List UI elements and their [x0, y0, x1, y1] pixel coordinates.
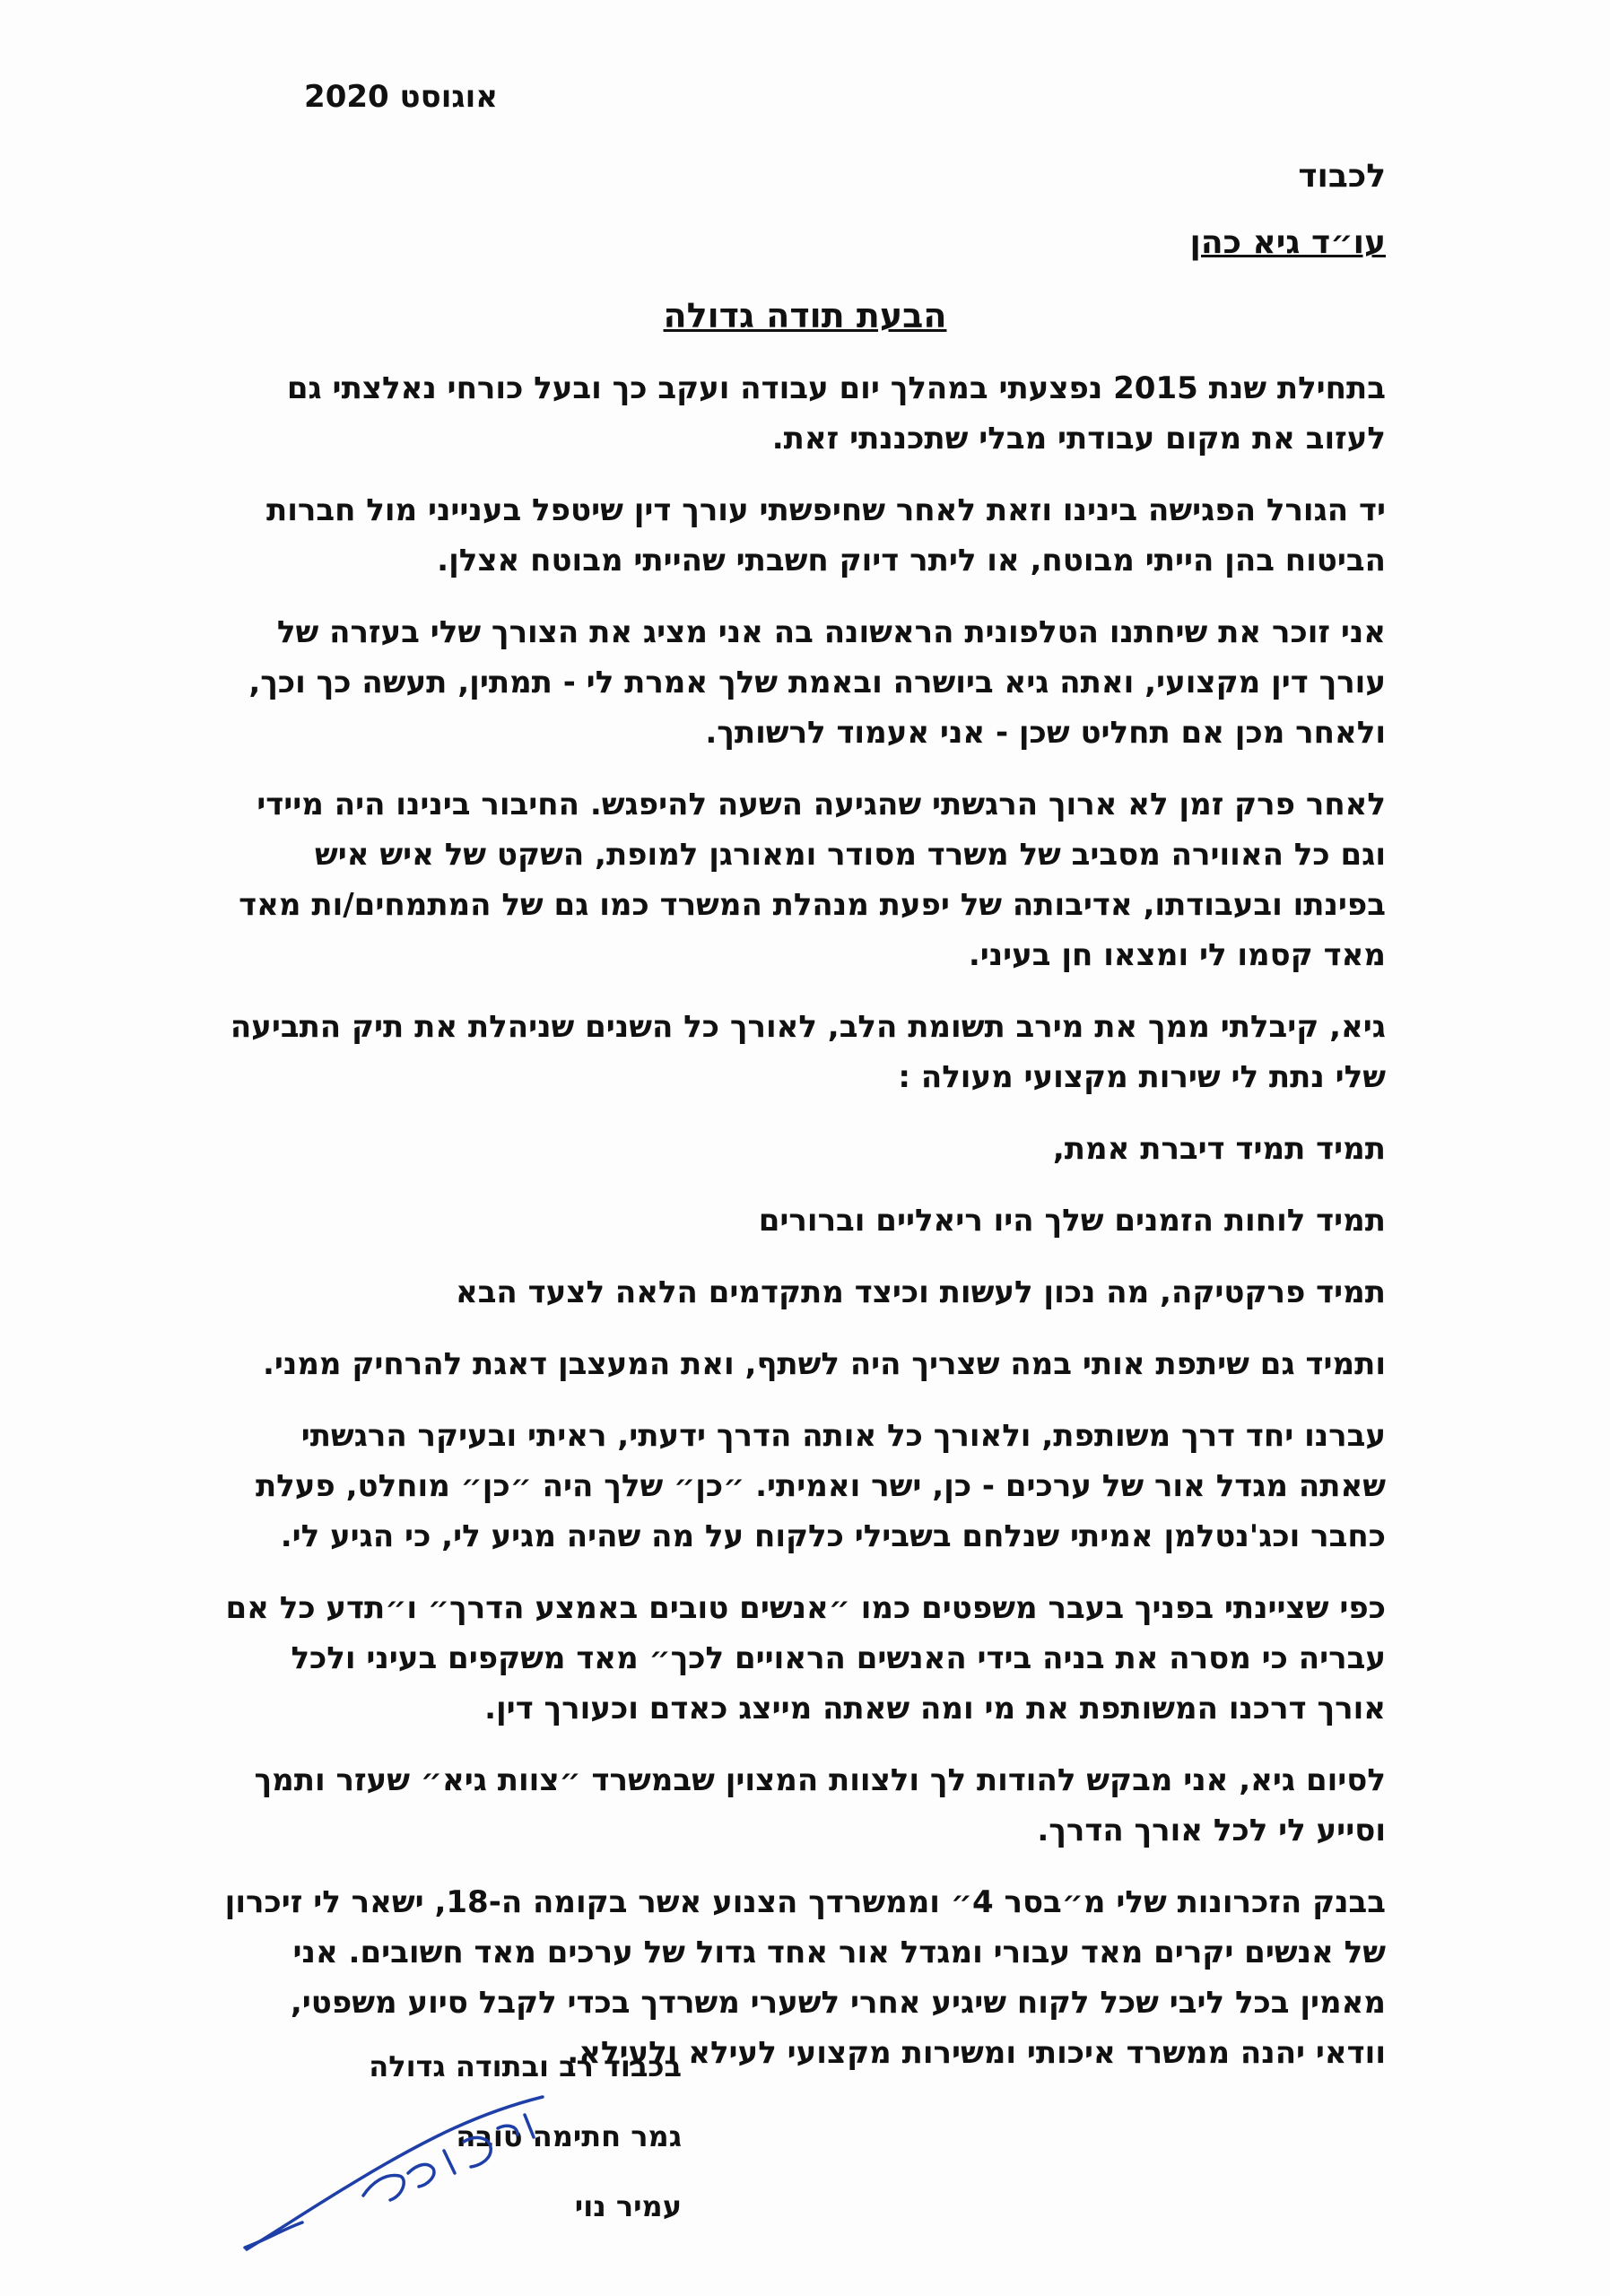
- paragraph: תמיד פרקטיקה, מה נכון לעשות וכיצד מתקדמים הלאה לצעד הבא: [455, 1274, 1386, 1310]
- recipient-name: עו״ד גיא כהן: [1189, 224, 1386, 261]
- to-label: לכבוד: [1298, 158, 1386, 195]
- paragraph: עברנו יחד דרך משותפת, ולאורך כל אותה הדרך ידעתי, ראיתי ובעיקר הרגשתי שאתה מגדל אור של ערכים - כן, ישר ואמיתי. ״כן״ שלך היה ״כן״ מוחלט, פעלת כחבר וכג'נטלמן אמיתי שנלחם בשבילי כלקוח על מה שהיה מגיע לי, כי הגיע לי.: [255, 1418, 1386, 1554]
- paragraph: ותמיד גם שיתפת אותי במה שצריך היה לשתף, ואת המעצבן דאגת להרחיק ממני.: [263, 1346, 1386, 1382]
- paragraph: כפי שציינתי בפניך בעבר משפטים כמו ״אנשים טובים באמצע הדרך״ ו״תדע כל אם עבריה כי מסרה את בניה בידי האנשים הראויים לכך״ מאד משקפים בעיני ולכל אורך דרכנו המשותפת את מי ומה שאתה מייצג כאדם וכעורך דין.: [225, 1590, 1386, 1726]
- letter-body: [220, 363, 1386, 2100]
- paragraph: תמיד לוחות הזמנים שלך היו ריאליים וברורים: [758, 1203, 1386, 1239]
- paragraph: אני זוכר את שיחתנו הטלפונית הראשונה בה אני מציג את הצורך שלי בעזרה של עורך דין מקצועי, ואתה גיא ביושרה ובאמת שלך אמרת לי - תמתין, תעשה כך וכך, ולאחר מכן אם תחליט שכן - אני אעמוד לרשותך.: [248, 614, 1386, 751]
- signer-name: עמיר נוי: [574, 2189, 682, 2223]
- paragraph: תמיד תמיד דיברת אמת,: [1052, 1131, 1386, 1167]
- paragraph: בבנק הזכרונות שלי מ״בסר 4״ וממשרדך הצנוע אשר בקומה ה-18, ישאר לי זיכרון של אנשים יקרים מאד עבורי ומגדל אור אחד גדול של ערכים מאד חשובים. אני מאמין בכל ליבי שכל לקוח שיגיע אחרי לשערי משרדך בכדי לקבל סיוע משפטי, וודאי יהנה ממשרד איכותי ומשירות מקצועי לעילא ולעילא.: [224, 1884, 1386, 2071]
- paragraph: לסיום גיא, אני מבקש להודות לך ולצוות המצוין שבמשרד ״צוות גיא״ שעזר ותמך וסייע לי לכל אורך הדרך.: [254, 1762, 1386, 1848]
- letter-date: אוגוסט 2020: [304, 79, 498, 115]
- letter-title: הבעת תודה גדולה: [663, 296, 947, 335]
- paragraph: לאחר פרק זמן לא ארוך הרגשתי שהגיעה השעה להיפגש. החיבור בינינו היה מיידי וגם כל האווירה מסביב של משרד מסודר ומאורגן למופת, השקט של איש איש בפינתו ובעבודתו, אדיבותה של יפעת מנהלת המשרד כמו גם של המתמחים/ות מאד מאד קסמו לי ומצאו חן בעיני.: [239, 787, 1386, 973]
- paragraph: גיא, קיבלתי ממך את מירב תשומת הלב, לאורך כל השנים שניהלת את תיק התביעה שלי נתת לי שירות מקצועי מעולה :: [230, 1009, 1386, 1095]
- closing-regards: בכבוד רב ובתודה גדולה: [369, 2049, 682, 2083]
- paragraph: יד הגורל הפגישה בינינו וזאת לאחר שחיפשתי עורך דין שיטפל בענייני מול חברות הביטוח בהן הייתי מבוטח, או ליתר דיוק חשבתי שהייתי מבוטח אצלן.: [266, 492, 1386, 578]
- closing-blessing: גמר חתימה טובה: [456, 2119, 682, 2153]
- paragraph: בתחילת שנת 2015 נפצעתי במהלך יום עבודה ועקב כך ובעל כורחי נאלצתי גם לעזוב את מקום עבודתי מבלי שתכננתי זאת.: [286, 370, 1386, 457]
- handwritten-signature: [229, 2088, 570, 2267]
